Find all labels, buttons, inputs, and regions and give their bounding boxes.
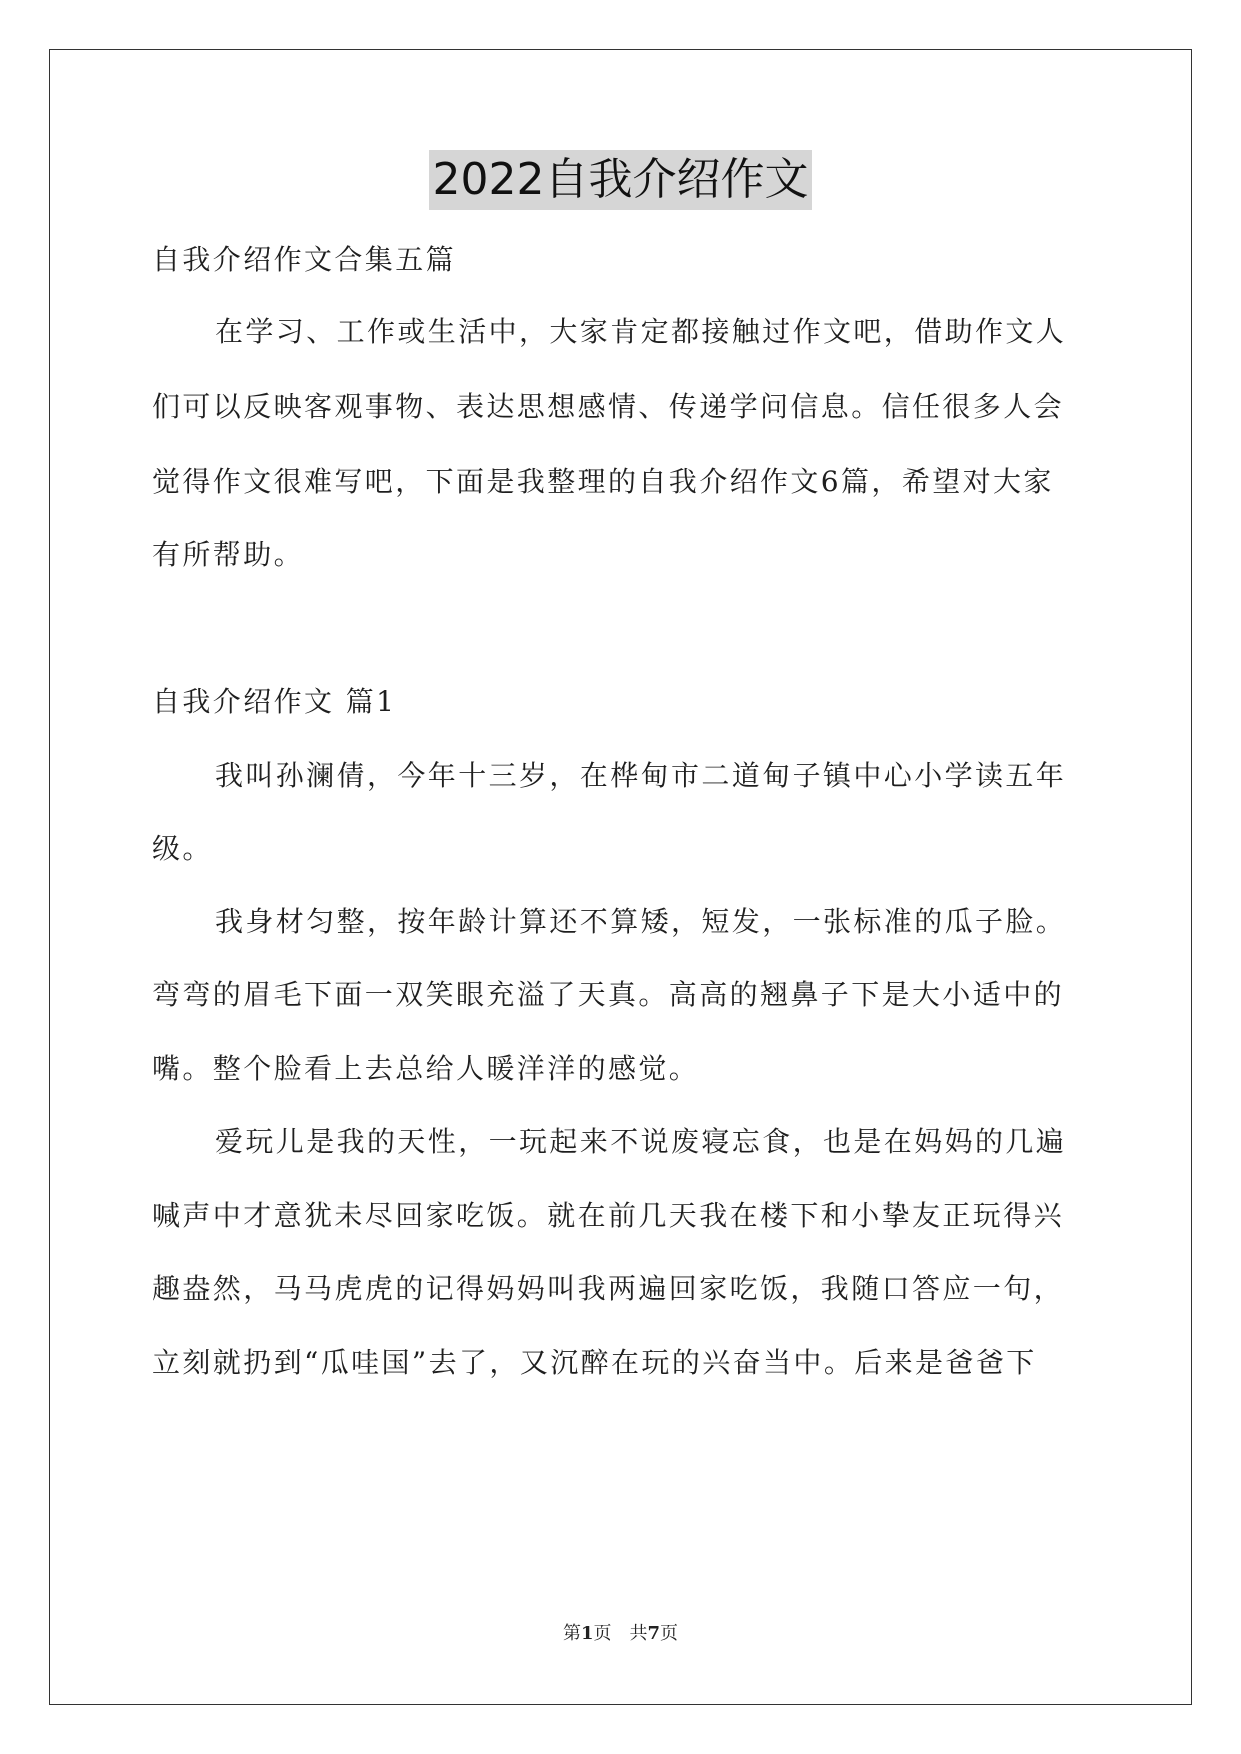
paragraph-line: 立刻就扔到“瓜哇国”去了，又沉醉在玩的兴奋当中。后来是爸爸下 [152,1346,1037,1379]
paragraph-line: 有所帮助。 [152,538,305,571]
paragraph-line: 级。 [152,832,213,865]
title-container [0,150,1241,210]
footer-suffix: 页 [660,1623,679,1644]
paragraph-line: 趣盎然，马马虎虎的记得妈妈叫我两遍回家吃饭，我随口答应一句， [152,1272,1065,1305]
paragraph-line: 们可以反映客观事物、表达思想感情、传递学问信息。信任很多人会 [152,390,1065,423]
page-border [49,49,1192,1705]
paragraph-line: 我身材匀整，按年龄计算还不算矮，短发，一张标准的瓜子脸。 [215,905,1067,938]
section-heading: 自我介绍作文 篇1 [152,685,397,718]
paragraph-line: 弯弯的眉毛下面一双笑眼充溢了天真。高高的翘鼻子下是大小适中的 [152,978,1065,1011]
footer-middle: 页 共 [593,1623,648,1644]
document-title: 2022自我介绍作文 [429,150,813,210]
paragraph-line: 觉得作文很难写吧，下面是我整理的自我介绍作文6篇，希望对大家 [152,465,1054,498]
page-footer [0,1622,1241,1646]
paragraph-line: 在学习、工作或生活中，大家肯定都接触过作文吧，借助作文人 [215,315,1067,348]
footer-prefix: 第 [562,1623,581,1644]
current-page-number: 1 [580,1623,594,1644]
paragraph-line: 我叫孙澜倩，今年十三岁，在桦甸市二道甸子镇中心小学读五年 [215,759,1067,792]
paragraph-line: 喊声中才意犹未尽回家吃饭。就在前几天我在楼下和小挚友正玩得兴 [152,1199,1065,1232]
paragraph-line: 爱玩儿是我的天性，一玩起来不说废寝忘食，也是在妈妈的几遍 [215,1125,1067,1158]
paragraph-line: 嘴。整个脸看上去总给人暖洋洋的感觉。 [152,1052,700,1085]
total-pages-number: 7 [647,1623,661,1644]
collection-heading: 自我介绍作文合集五篇 [152,243,457,276]
